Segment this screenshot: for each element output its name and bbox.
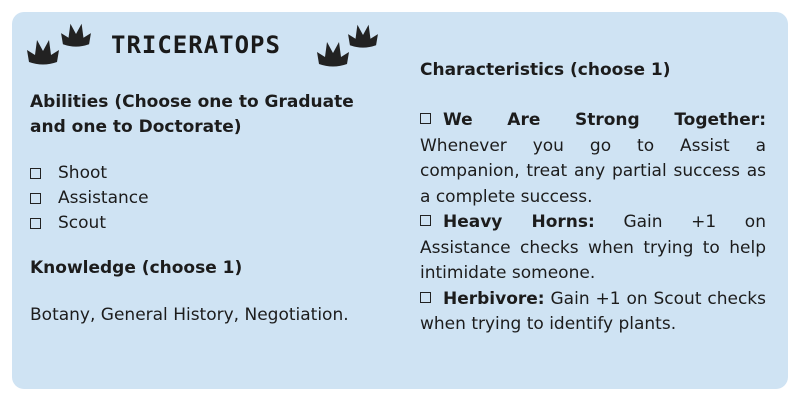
ability-option[interactable] [30,211,390,236]
left-column [30,90,390,328]
abilities-heading-line2: and one to Doctorate) [30,117,242,137]
characteristics-heading: Characteristics (choose 1) [420,60,671,80]
triceratops-footprint-icon [26,36,60,66]
triceratops-footprint-icon [316,38,350,68]
characteristic-description: Gain +1 on Scout checks when trying to identify plants. [420,288,766,334]
characteristic-description: Whenever you go to Assist a companion, treat any partial success as a complete success. [420,135,766,207]
checkbox[interactable] [420,113,431,124]
ability-label: Scout [58,213,106,233]
abilities-heading-line1: Abilities (Choose one to Graduate [30,92,354,112]
checkbox[interactable] [30,168,41,179]
ability-label: Shoot [58,163,108,183]
ability-option[interactable] [30,186,390,211]
checkbox[interactable] [30,193,41,204]
characteristic-name: Heavy Horns: [443,212,595,232]
characteristic-item[interactable] [420,210,766,287]
checkbox[interactable] [420,292,431,303]
ability-label: Assistance [58,188,149,208]
abilities-list [30,161,390,236]
ability-option[interactable] [30,161,390,186]
triceratops-footprint-icon [60,20,92,48]
characteristic-name: We Are Strong Together: [443,110,766,130]
knowledge-heading: Knowledge (choose 1) [30,258,243,278]
triceratops-footprint-icon [347,21,379,49]
right-column [420,58,766,338]
characteristic-item[interactable] [420,287,766,338]
characteristic-item[interactable] [420,108,766,210]
characteristic-description: Gain +1 on Assistance checks when trying to help intimidate someone. [420,212,766,283]
checkbox[interactable] [30,218,41,229]
checkbox[interactable] [420,215,431,226]
knowledge-text: Botany, General History, Negotiation. [30,305,349,325]
abilities-heading [30,90,390,140]
card-title: TRICERATOPS [111,31,281,59]
characteristic-name: Herbivore: [443,288,545,309]
